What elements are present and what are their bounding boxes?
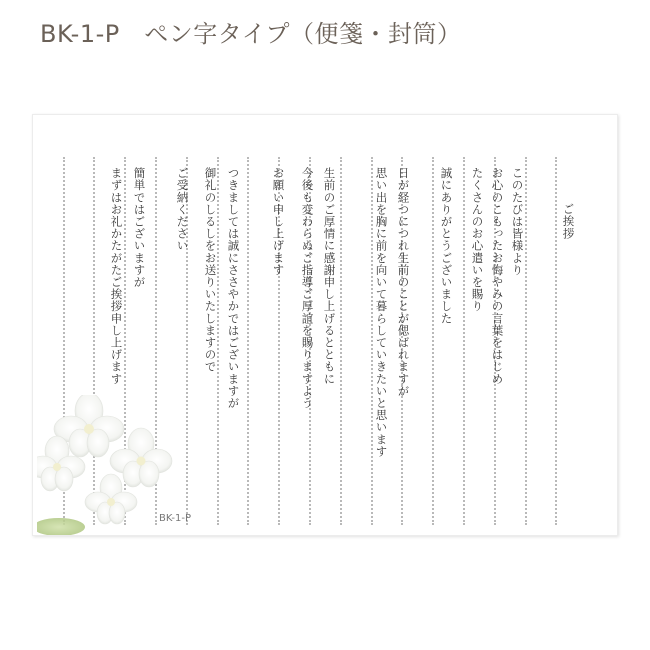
letter-line: たくさんのお心遣いを賜り: [470, 167, 485, 313]
letter-line: このたびは皆様より: [510, 167, 525, 276]
letter-line: お願い申し上げます: [271, 167, 286, 276]
letter-line: 簡単ではございますが: [132, 167, 147, 288]
guide-line: [340, 157, 342, 525]
letter-line: お心のこもったお悔やみの言葉をはじめ: [490, 167, 505, 385]
guide-line: [525, 157, 527, 525]
guide-line: [247, 157, 249, 525]
letter-line: 今後も変わらぬご指導ご厚誼を賜りますよう: [300, 167, 315, 409]
letter-line: 思い出を胸に前を向いて暮らしていきたいと思います: [374, 167, 389, 458]
letter-line: まずはお礼かたがたご挨拶申し上げます: [109, 167, 124, 385]
letter-line: 生前のご厚情に感謝申し上げるとともに: [322, 167, 337, 385]
letter-line: 日が経つにつれ生前のことが偲ばれますが: [396, 167, 411, 397]
letter-line: ご受納ください: [175, 167, 190, 252]
letter-line: 誠にありがとうございました: [439, 167, 454, 325]
letter-line: 御礼のしるしをお送りいたしますので: [203, 167, 218, 373]
guide-line: [555, 157, 557, 525]
guide-line: [371, 157, 373, 525]
letter-line: つきましては誠にささやかではございますが: [226, 167, 241, 409]
letter-heading: ご挨拶: [561, 203, 576, 240]
guide-line: [463, 157, 465, 525]
guide-line: [432, 157, 434, 525]
letter-sample-card: [32, 114, 618, 536]
product-code-label: BK-1-P: [159, 513, 191, 524]
product-title: BK-1-P ペン字タイプ（便箋・封筒）: [40, 20, 462, 48]
